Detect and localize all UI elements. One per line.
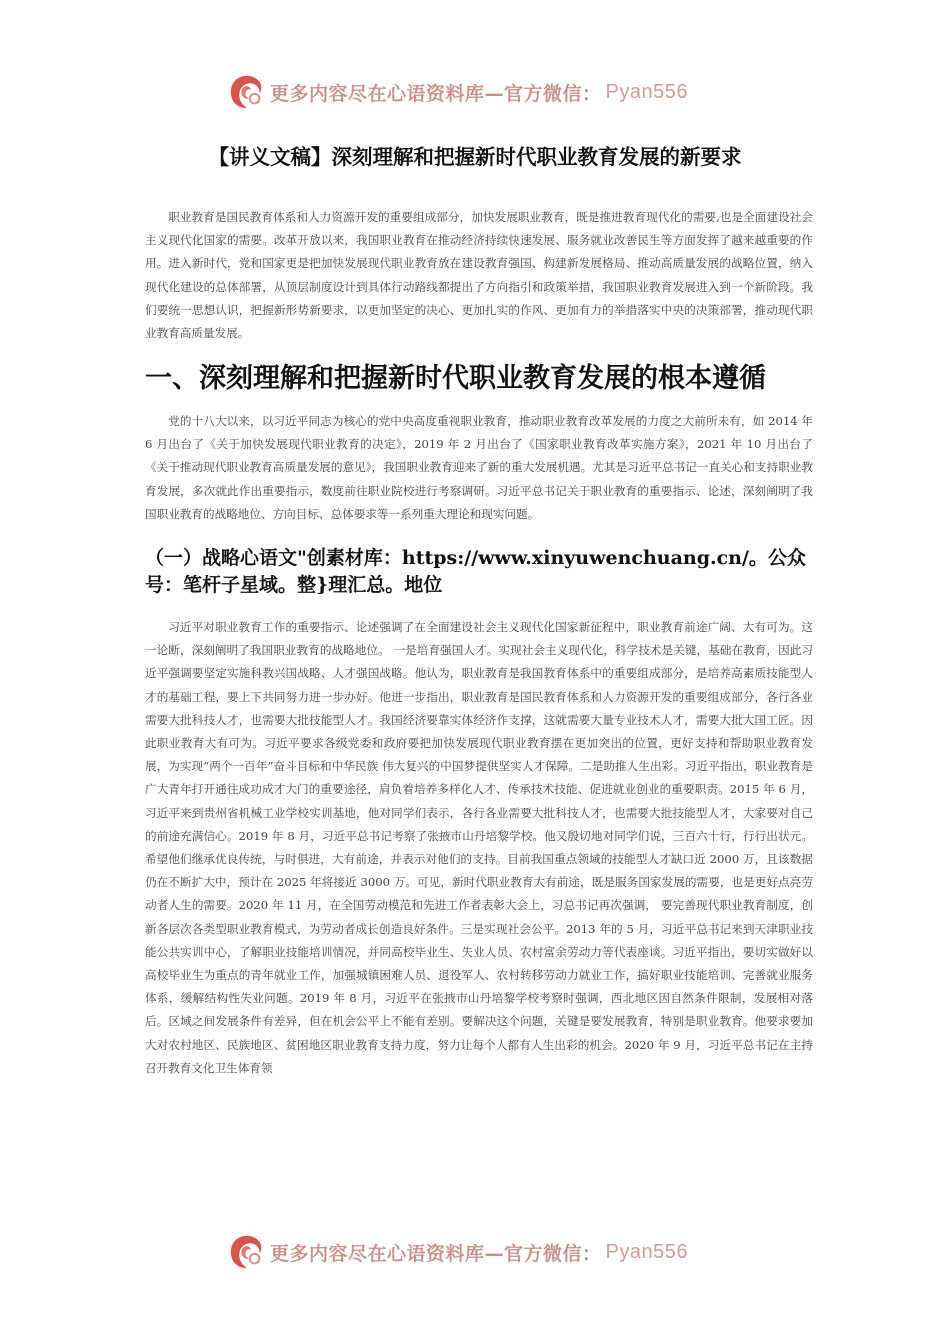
banner-text: 更多内容尽在心语资料库—官方微信： [270,82,602,105]
section-heading-1: 一、深刻理解和把握新时代职业教育发展的根本遵循 [145,363,766,394]
section-1-paragraph: 党的十八大以来，以习近平同志为核心的党中央高度重视职业教育，推动职业教育改革发展的力度之大前所未有，如 2014 年 6 月出台了《关于加快发展现代职业教育的决定》，2019 年 2 月出台了《国家职业教育改革实施方案》，2021 年 10 月出台了《关于推动现代职业教育高质量发展的意见》，我国职业教育迎来了新的重大发展机遇。尤其是习近平总书记一直关心和支持职业教育发展，多次就此作出重要指示，数度前往职业院校进行考察调研。习近平总书记关于职业教育的重要指示、论述，深刻阐明了我国职业教育的战略地位、方向目标、总体要求等一系列重大理论和现实问题。 [145,414,813,521]
footer-banner [228,1232,728,1272]
document-title: 【讲义文稿】深刻理解和把握新时代职业教育发展的新要求 [208,145,742,169]
subsection-1-paragraph: 习近平对职业教育工作的重要指示、论述强调了在全面建设社会主义现代化国家新征程中，职业教育前途广阔、大有可为。这一论断，深刻阐明了我国职业教育的战略地位。 一是培育强国人才。实现社会主义现代化，科学技术是关键，基础在教育，因此习近平强调要坚定实施科教兴国战略、人才强国战略。他认为，职业教育是我国教育体系中的重要组成部分，是培养高素质技能型人才的基础工程，要上下共同努力进一步办好。他进一步指出，职业教育是国民教育体系和人力资源开发的重要组成部分，各行各业需要大批科技人才，也需要大批技能型人才。我国经济要靠实体经济作支撑，这就需要大量专业技术人才，需要大批大国工匠。因此职业教育大有可为。习近平要求各级党委和政府要把加快发展现代职业教育摆在更加突出的位置，更好支持和帮助职业教育发展，为实现“两个一百年”奋斗目标和中华民族 伟大复兴的中国梦提供坚实人才保障。二是助推人生出彩。习近平指出，职业教育是广大青年打开通往成功成才大门的重要途径，肩负着培养多样化人才、传承技术技能、促进就业创业的重要职责。2015 年 6 月，习近平来到贵州省机械工业学校实训基地，他对同学们表示，各行各业需要大批科技人才，也需要大批技能型人才，大家要对自己的前途充满信心。2019 年 8 月，习近平总书记考察了张掖市山丹培黎学校。他又殷切地对同学们说，三百六十行，行行出状元。希望他们继承优良传统，与时俱进，大有前途，并表示对他们的支持。目前我国重点领域的技能型人才缺口近 2000 万，且该数据仍在不断扩大中，预计在 2025 年将接近 3000 万。可见，新时代职业教育大有前途，既是服务国家发展的需要，也是更好点亮劳动者人生的需要。2020 年 11 月，在全国劳动模范和先进工作者表彰大会上，习总书记再次强调， 要完善现代职业教育制度，创新各层次各类型职业教育模式，为劳动者成长创造良好条件。三是实现社会公平。2013 年的 5 月，习近平总书记来到天津职业技能公共实训中心，了解职业技能培训情况，并同高校毕业生、失业人员、农村富余劳动力等代表座谈。习近平指出，要切实做好以高校毕业生为重点的青年就业工作，加强城镇困难人员、退役军人、农村转移劳动力就业工作，搞好职业技能培训、完善就业服务体系，缓解结构性失业问题。2019 年 8 月，习近平在张掖市山丹培黎学校考察时强调，西北地区因自然条件限制，发展相对落后。区域之间发展条件有差异，但在机会公平上不能有差别。要解决这个问题，关键是要发展教育，特别是职业教育。他要求要加大对农村地区、民族地区、贫困地区职业教育支持力度，努力让每个人都有人生出彩的机会。2020 年 9 月，习近平总书记在主持召开教育文化卫生体育领 [145,620,813,1075]
banner-wechat-handle: Pyan556 [605,1240,688,1263]
banner-wechat-handle: Pyan556 [605,80,688,103]
banner-text: 更多内容尽在心语资料库—官方微信： [270,1242,602,1265]
red-swirl-logo-icon [228,1233,266,1271]
intro-paragraph: 职业教育是国民教育体系和人力资源开发的重要组成部分，加快发展职业教育，既是推进教育现代化的需要,也是全面建设社会主义现代化国家的需要。改革开放以来，我国职业教育在推动经济持续快速发展、服务就业改善民生等方面发挥了越来越重要的作用。进入新时代，党和国家更是把加快发展现代职业教育放在建设教育强国、构建新发展格局、推动高质量发展的战略位置，纳入现代化建设的总体部署，从顶层制度设计到具体行动路线都提出了方向指引和政策举措，我国职业教育发展进入到一个新阶段。我们要统一思想认识，把握新形势新要求，以更加坚定的决心、更加扎实的作风、更加有力的举措落实中央的决策部署，推动现代职业教育高质量发展。 [145,210,813,341]
header-banner [228,72,728,112]
red-swirl-logo-icon [228,73,266,111]
subsection-heading-1: （一）战略心语文"创素材库：https://www.xinyuwenchuang.cn/。公众号：笔杆子星域。整}理汇总。地位 [145,547,806,596]
